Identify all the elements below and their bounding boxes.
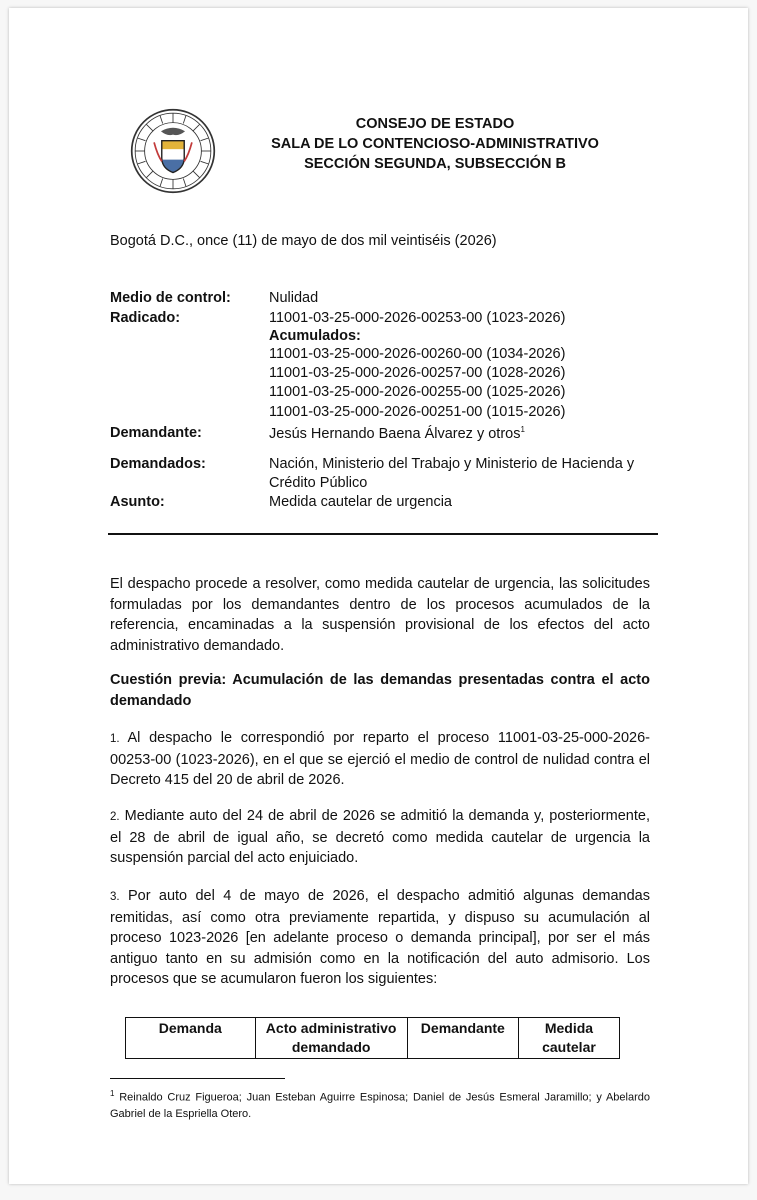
table-header-cell: Acto administrativo demandado — [255, 1018, 407, 1059]
radicado-value: 11001-03-25-000-2026-00253-00 (1023-2026) — [269, 310, 566, 326]
section-heading: Cuestión previa: Acumulación de las demandas presentadas contra el acto demandado — [110, 672, 650, 709]
footnote-mark: 1 — [110, 1089, 115, 1098]
acumulado-item: 11001-03-25-000-2026-00255-00 (1025-2026) — [269, 384, 566, 400]
demandante-value: Jesús Hernando Baena Álvarez y otros$^1$ — [269, 425, 525, 442]
section-name: SECCIÓN SEGUNDA, SUBSECCIÓN B — [304, 156, 566, 172]
demandante-label: Demandante: — [110, 425, 202, 441]
acumulado-item: 11001-03-25-000-2026-00260-00 (1034-2026) — [269, 346, 566, 362]
paragraph-2: 2. Mediante auto del 24 de abril de 2026 se admitió la demanda y, posteriormente, el 28 de abril de igual año, se decretó como medida cautelar de urgencia la suspensión parcial del acto enjuiciado. — [110, 808, 650, 866]
intro-paragraph: El despacho procede a resolver, como medida cautelar de urgencia, las solicitudes formuladas por los demandantes dentro de los procesos acumulados de la referencia, encaminadas a la suspensión provisional de los efectos del acto administrativo demandado. — [110, 576, 650, 654]
footnote: $^1$ Reinaldo Cruz Figueroa; Juan Esteban Aguirre Espinosa; Daniel de Jesús Esmeral Jaramillo; y Abelardo Gabriel de la Espriella Otero. — [110, 1089, 650, 1120]
table-header-cell: Medida cautelar — [518, 1018, 619, 1059]
footnote-divider — [110, 1078, 285, 1079]
court-name: CONSEJO DE ESTADO — [355, 116, 515, 132]
medio-value: Nulidad — [269, 290, 319, 306]
paragraph-3: 3. Por auto del 4 de mayo de 2026, el despacho admitió algunas demandas remitidas, así como otra previamente repartida, y dispuso su acumulación al proceso 1023-2026 [en adelante proceso o demanda principal], por ser el más antiguo tanto en su admisión como en la notificación del auto admisorio. Los procesos que se acumularon fueron los siguientes: — [110, 888, 650, 987]
acumulados-label: Acumulados: — [269, 328, 361, 344]
table-header-row — [126, 1018, 620, 1059]
table-header-cell: Demandante — [407, 1018, 518, 1059]
acumulado-item: 11001-03-25-000-2026-00257-00 (1028-2026) — [269, 365, 566, 381]
asunto-value: Medida cautelar de urgencia — [269, 494, 452, 510]
table-header-cell: Demanda — [126, 1018, 256, 1059]
paragraph-1: 1. Al despacho le correspondió por reparto el proceso 11001-03-25-000-2026-00253-00 (1023-2026), en el que se ejerció el medio de control de nulidad contra el Decreto 415 del 20 de abril de 2026. — [110, 730, 650, 788]
demandados-label: Demandados: — [110, 456, 206, 472]
radicado-label: Radicado: — [110, 310, 181, 326]
chamber-name: SALA DE LO CONTENCIOSO-ADMINISTRATIVO — [271, 136, 599, 152]
accumulated-cases-table — [125, 1017, 620, 1059]
acumulado-item: 11001-03-25-000-2026-00251-00 (1015-2026) — [269, 404, 566, 420]
date-line: Bogotá D.C., once (11) de mayo de dos mil veintiséis (2026) — [110, 233, 497, 249]
header-divider — [108, 533, 658, 535]
demandados-value-line1: Nación, Ministerio del Trabajo y Ministerio de Hacienda y — [269, 456, 635, 472]
demandados-value-line2: Crédito Público — [269, 475, 368, 491]
asunto-label: Asunto: — [110, 494, 165, 510]
medio-label: Medio de control: — [110, 290, 231, 306]
footnote-ref: 1 — [520, 425, 525, 434]
